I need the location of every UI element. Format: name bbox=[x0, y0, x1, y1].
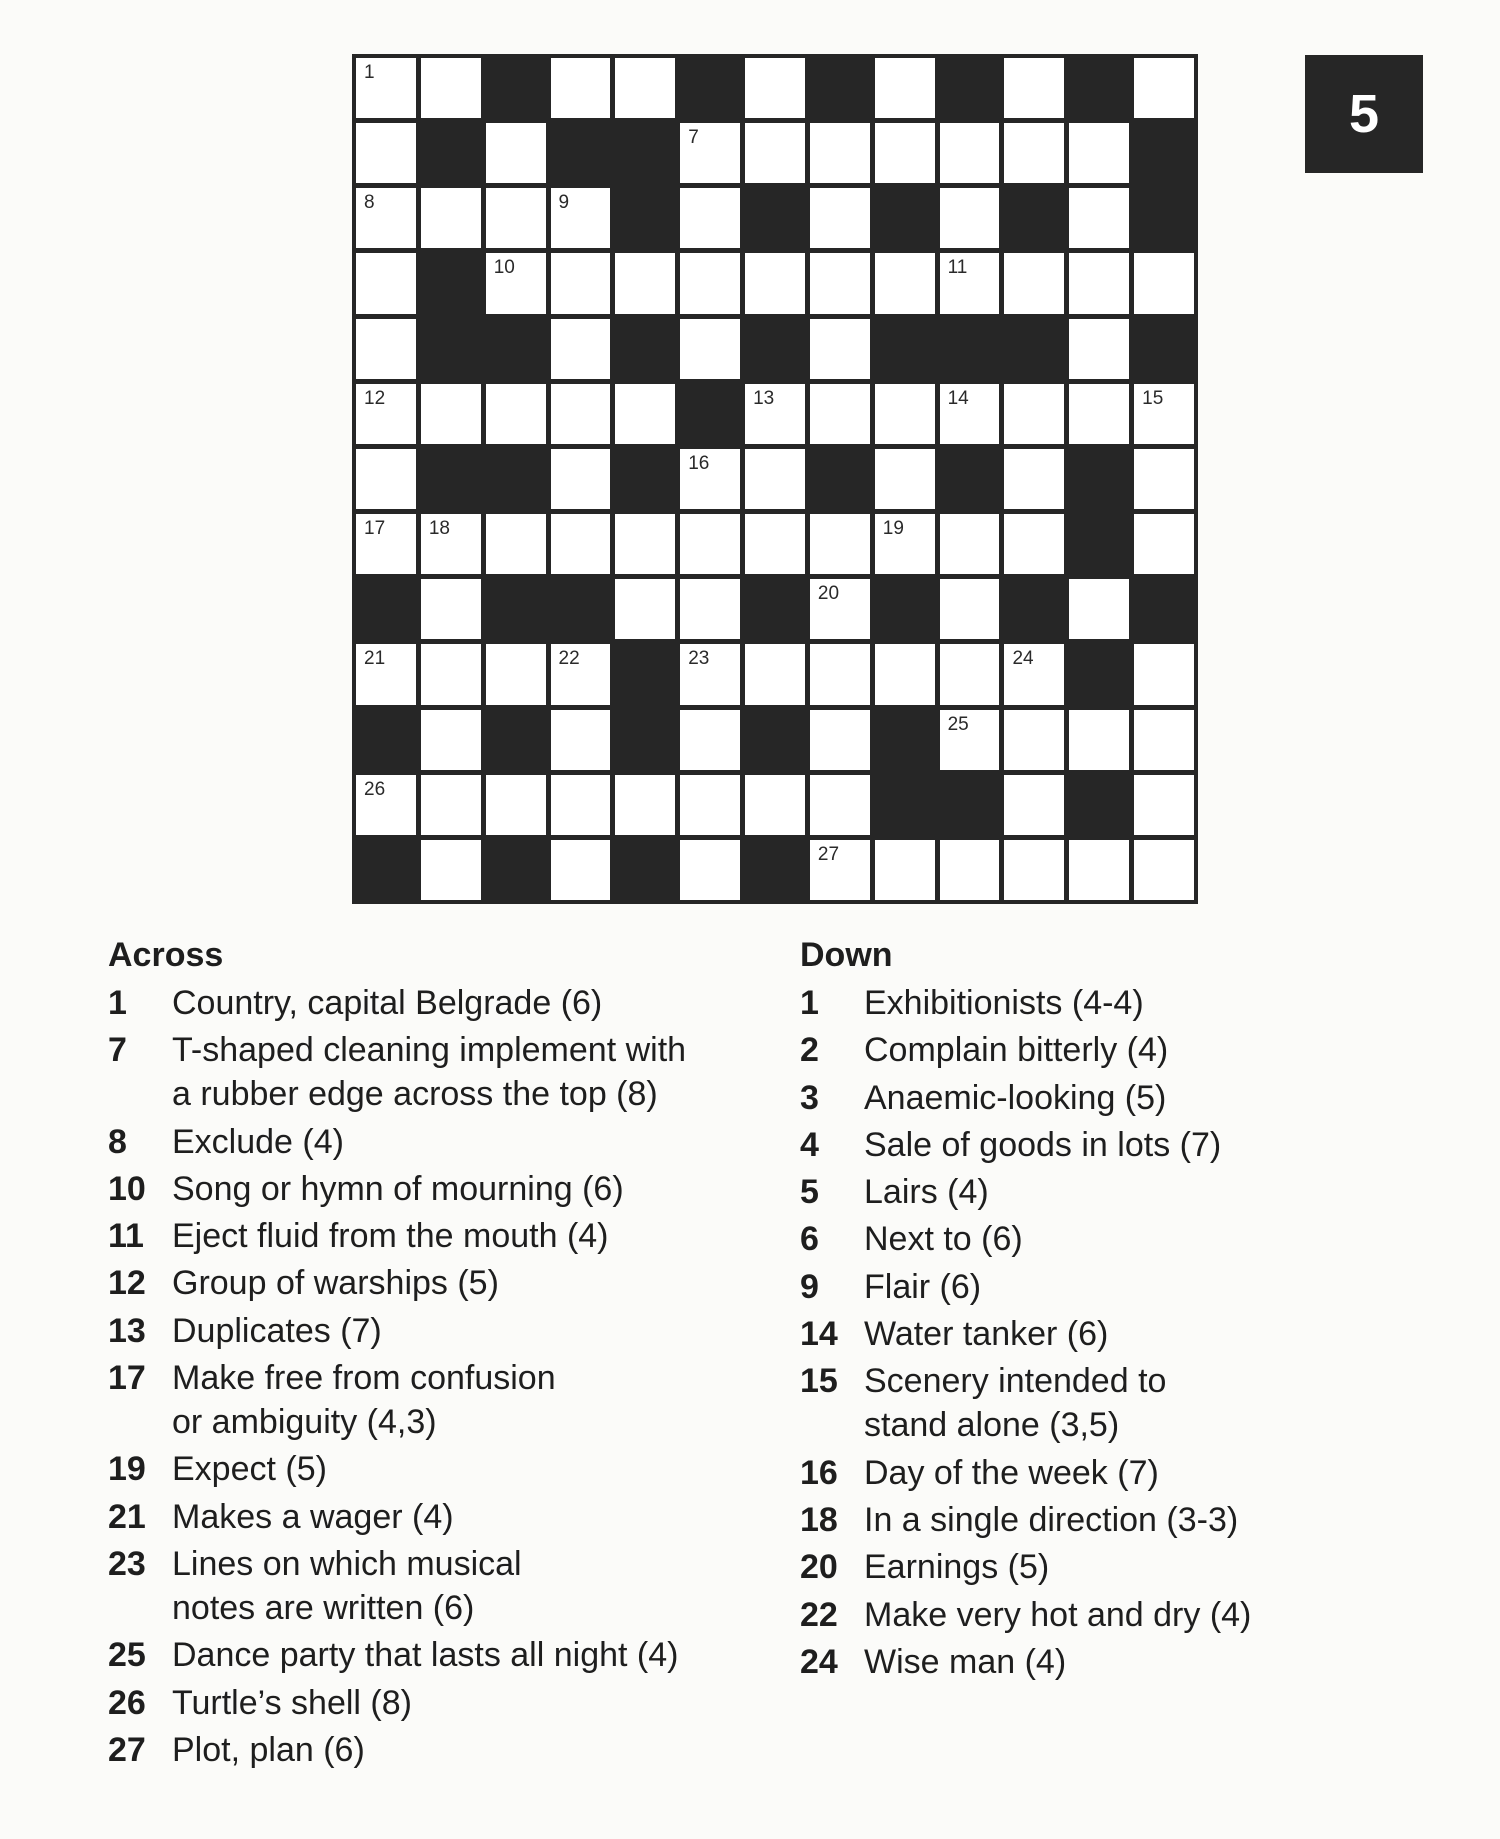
grid-block bbox=[940, 58, 1000, 118]
crossword-grid bbox=[352, 54, 1198, 904]
grid-cell[interactable] bbox=[1004, 384, 1064, 444]
clue-text: Plot, plan (6) bbox=[172, 1730, 365, 1769]
grid-cell[interactable] bbox=[486, 514, 546, 574]
clue-number: 14 bbox=[800, 1315, 838, 1354]
grid-cell[interactable] bbox=[875, 123, 935, 183]
grid-block bbox=[486, 579, 546, 639]
grid-cell[interactable] bbox=[745, 775, 805, 835]
cell-number: 14 bbox=[947, 387, 969, 409]
grid-block bbox=[810, 449, 870, 509]
clue-text: Expect (5) bbox=[172, 1450, 327, 1489]
grid-cell[interactable] bbox=[810, 319, 870, 379]
grid-cell[interactable] bbox=[810, 514, 870, 574]
grid-block bbox=[680, 58, 740, 118]
grid-cell[interactable] bbox=[615, 58, 675, 118]
grid-cell[interactable] bbox=[486, 775, 546, 835]
cell-number: 15 bbox=[1142, 387, 1164, 409]
grid-cell[interactable] bbox=[1004, 514, 1064, 574]
grid-cell[interactable] bbox=[356, 188, 416, 248]
clue-number: 25 bbox=[108, 1636, 146, 1675]
grid-block bbox=[810, 58, 870, 118]
clue-number: 4 bbox=[800, 1125, 819, 1164]
grid-cell[interactable] bbox=[421, 775, 481, 835]
clue-item bbox=[800, 1265, 1440, 1309]
grid-block bbox=[1134, 579, 1194, 639]
grid-cell[interactable] bbox=[745, 514, 805, 574]
clue-number: 9 bbox=[800, 1267, 819, 1306]
grid-block bbox=[486, 58, 546, 118]
clue-number: 1 bbox=[800, 984, 819, 1022]
grid-cell[interactable] bbox=[1134, 58, 1194, 118]
grid-block bbox=[940, 449, 1000, 509]
grid-cell[interactable] bbox=[551, 840, 611, 900]
grid-cell[interactable] bbox=[421, 710, 481, 770]
clue-text: In a single direction (3-3) bbox=[864, 1500, 1239, 1539]
clue-text: Turtle’s shell (8) bbox=[172, 1683, 412, 1722]
cell-number: 12 bbox=[364, 387, 386, 409]
grid-cell[interactable] bbox=[810, 710, 870, 770]
grid-cell[interactable] bbox=[356, 384, 416, 444]
grid-cell[interactable] bbox=[486, 644, 546, 704]
cell-number: 22 bbox=[558, 648, 580, 670]
across-clue-list bbox=[108, 981, 748, 1772]
clue-number: 16 bbox=[800, 1453, 838, 1492]
grid-cell[interactable] bbox=[486, 188, 546, 248]
grid-cell[interactable] bbox=[745, 449, 805, 509]
grid-block bbox=[615, 840, 675, 900]
grid-cell[interactable] bbox=[1069, 188, 1129, 248]
clue-item bbox=[800, 1545, 1440, 1589]
grid-cell[interactable] bbox=[551, 319, 611, 379]
grid-block bbox=[615, 123, 675, 183]
cell-number: 24 bbox=[1012, 648, 1034, 670]
grid-cell[interactable] bbox=[356, 319, 416, 379]
clue-item bbox=[108, 1447, 748, 1491]
clue-text: Earnings (5) bbox=[864, 1548, 1050, 1587]
clue-item bbox=[108, 1214, 748, 1258]
grid-cell[interactable] bbox=[615, 775, 675, 835]
grid-cell[interactable] bbox=[940, 579, 1000, 639]
clue-text: Make very hot and dry (4) bbox=[864, 1595, 1252, 1634]
grid-cell[interactable] bbox=[421, 840, 481, 900]
grid-cell[interactable] bbox=[810, 775, 870, 835]
grid-cell[interactable] bbox=[1069, 123, 1129, 183]
clue-item bbox=[800, 1123, 1440, 1167]
grid-cell[interactable] bbox=[1134, 514, 1194, 574]
grid-block bbox=[745, 319, 805, 379]
clue-item bbox=[108, 1633, 748, 1677]
grid-block bbox=[1069, 58, 1129, 118]
grid-cell[interactable] bbox=[940, 253, 1000, 313]
clue-item bbox=[800, 1028, 1440, 1072]
grid-cell[interactable] bbox=[551, 384, 611, 444]
clue-number: 2 bbox=[800, 1031, 819, 1070]
grid-cell[interactable] bbox=[356, 449, 416, 509]
grid-cell[interactable] bbox=[1004, 710, 1064, 770]
grid-block bbox=[356, 579, 416, 639]
grid-cell[interactable] bbox=[421, 188, 481, 248]
grid-block bbox=[1069, 449, 1129, 509]
clue-number: 1 bbox=[108, 984, 127, 1022]
clue-number: 23 bbox=[108, 1544, 146, 1583]
cell-number: 9 bbox=[558, 192, 570, 214]
grid-cell[interactable] bbox=[745, 253, 805, 313]
clue-text: Exhibitionists (4-4) bbox=[864, 984, 1144, 1022]
grid-block bbox=[421, 449, 481, 509]
grid-cell[interactable] bbox=[940, 840, 1000, 900]
cell-number: 17 bbox=[364, 518, 386, 540]
clue-number: 27 bbox=[108, 1730, 146, 1769]
grid-block bbox=[486, 710, 546, 770]
clue-text: Dance party that lasts all night (4) bbox=[172, 1636, 679, 1675]
clue-number: 21 bbox=[108, 1497, 146, 1536]
clue-text: Makes a wager (4) bbox=[172, 1497, 454, 1536]
grid-cell[interactable] bbox=[875, 449, 935, 509]
clue-item bbox=[800, 1593, 1440, 1637]
clue-number: 24 bbox=[800, 1642, 838, 1681]
grid-cell[interactable] bbox=[810, 253, 870, 313]
grid-cell[interactable] bbox=[1069, 384, 1129, 444]
grid-cell[interactable] bbox=[1069, 579, 1129, 639]
grid-block bbox=[615, 644, 675, 704]
grid-cell[interactable] bbox=[551, 58, 611, 118]
grid-cell[interactable] bbox=[810, 579, 870, 639]
clue-number: 11 bbox=[108, 1217, 144, 1256]
grid-cell[interactable] bbox=[1069, 840, 1129, 900]
down-clue-list bbox=[800, 981, 1440, 1684]
grid-cell[interactable] bbox=[486, 384, 546, 444]
grid-cell[interactable] bbox=[810, 188, 870, 248]
puzzle-number-badge: 5 bbox=[1305, 55, 1423, 173]
grid-cell[interactable] bbox=[1069, 319, 1129, 379]
grid-cell[interactable] bbox=[551, 514, 611, 574]
clue-text: Lairs (4) bbox=[864, 1173, 989, 1212]
clue-item bbox=[800, 981, 1440, 1025]
grid-cell[interactable] bbox=[1069, 710, 1129, 770]
grid-cell[interactable] bbox=[810, 840, 870, 900]
grid-cell[interactable] bbox=[356, 775, 416, 835]
grid-block bbox=[745, 710, 805, 770]
cell-number: 16 bbox=[688, 452, 710, 474]
clue-text: Sale of goods in lots (7) bbox=[864, 1125, 1222, 1164]
grid-cell[interactable] bbox=[745, 644, 805, 704]
clue-text: Country, capital Belgrade (6) bbox=[172, 984, 603, 1022]
clue-item bbox=[800, 1640, 1440, 1684]
clue-number: 3 bbox=[800, 1078, 819, 1117]
clue-item bbox=[108, 1542, 748, 1630]
grid-cell[interactable] bbox=[615, 253, 675, 313]
clue-text: Complain bitterly (4) bbox=[864, 1031, 1169, 1070]
cell-number: 13 bbox=[753, 387, 775, 409]
clue-item bbox=[108, 981, 748, 1025]
grid-cell[interactable] bbox=[421, 384, 481, 444]
across-clues bbox=[108, 935, 748, 1775]
grid-block bbox=[1069, 775, 1129, 835]
clue-text: Wise man (4) bbox=[864, 1642, 1067, 1681]
clue-number: 5 bbox=[800, 1173, 819, 1212]
cell-number: 7 bbox=[688, 127, 699, 149]
cell-number: 20 bbox=[817, 583, 840, 605]
grid-cell[interactable] bbox=[1134, 253, 1194, 313]
grid-cell[interactable] bbox=[875, 644, 935, 704]
clue-number: 12 bbox=[108, 1264, 146, 1303]
grid-cell[interactable] bbox=[1134, 449, 1194, 509]
grid-cell[interactable] bbox=[421, 579, 481, 639]
clue-text: Make free from confusion or ambiguity (4,3) bbox=[172, 1359, 556, 1442]
clue-number: 10 bbox=[108, 1169, 146, 1208]
cell-number: 23 bbox=[688, 648, 710, 670]
clue-item bbox=[108, 1167, 748, 1211]
grid-block bbox=[421, 319, 481, 379]
grid-cell[interactable] bbox=[356, 58, 416, 118]
grid-cell[interactable] bbox=[356, 644, 416, 704]
grid-cell[interactable] bbox=[875, 58, 935, 118]
grid-cell[interactable] bbox=[745, 58, 805, 118]
grid-cell[interactable] bbox=[1134, 775, 1194, 835]
grid-cell[interactable] bbox=[810, 123, 870, 183]
grid-block bbox=[615, 449, 675, 509]
clue-item bbox=[800, 1170, 1440, 1214]
grid-cell[interactable] bbox=[1134, 384, 1194, 444]
grid-cell[interactable] bbox=[1134, 840, 1194, 900]
grid-block bbox=[745, 840, 805, 900]
grid-block bbox=[875, 710, 935, 770]
grid-cell[interactable] bbox=[680, 710, 740, 770]
clue-item bbox=[108, 1681, 748, 1725]
cell-number: 21 bbox=[364, 648, 386, 670]
grid-block bbox=[940, 319, 1000, 379]
cell-number: 10 bbox=[493, 257, 515, 279]
clue-item bbox=[800, 1076, 1440, 1120]
grid-block bbox=[1134, 319, 1194, 379]
grid-cell[interactable] bbox=[615, 514, 675, 574]
grid-cell[interactable] bbox=[1004, 840, 1064, 900]
grid-cell[interactable] bbox=[940, 710, 1000, 770]
clue-number: 7 bbox=[108, 1031, 127, 1070]
grid-block bbox=[875, 188, 935, 248]
grid-block bbox=[1004, 188, 1064, 248]
grid-cell[interactable] bbox=[1004, 58, 1064, 118]
cell-number: 19 bbox=[882, 518, 904, 540]
grid-block bbox=[486, 840, 546, 900]
grid-block bbox=[1004, 319, 1064, 379]
grid-block bbox=[1004, 579, 1064, 639]
clue-text: Anaemic-looking (5) bbox=[864, 1078, 1167, 1117]
grid-cell[interactable] bbox=[810, 644, 870, 704]
grid-cell[interactable] bbox=[551, 188, 611, 248]
down-heading: Down bbox=[800, 936, 893, 974]
clue-text: Duplicates (7) bbox=[172, 1311, 382, 1350]
clue-item bbox=[800, 1498, 1440, 1542]
grid-block bbox=[875, 319, 935, 379]
clue-item bbox=[108, 1495, 748, 1539]
clue-text: Exclude (4) bbox=[172, 1122, 344, 1161]
clue-number: 22 bbox=[800, 1595, 838, 1634]
grid-cell[interactable] bbox=[551, 644, 611, 704]
clue-item bbox=[800, 1312, 1440, 1356]
grid-cell[interactable] bbox=[680, 449, 740, 509]
grid-block bbox=[940, 775, 1000, 835]
clue-number: 18 bbox=[800, 1500, 838, 1539]
clue-text: Song or hymn of mourning (6) bbox=[172, 1169, 624, 1208]
grid-block bbox=[1069, 514, 1129, 574]
grid-cell[interactable] bbox=[551, 710, 611, 770]
grid-cell[interactable] bbox=[615, 579, 675, 639]
cell-number: 26 bbox=[364, 778, 386, 800]
clue-number: 17 bbox=[108, 1359, 146, 1398]
cell-number: 25 bbox=[947, 713, 969, 735]
grid-block bbox=[615, 188, 675, 248]
grid-cell[interactable] bbox=[1134, 710, 1194, 770]
clue-item bbox=[108, 1728, 748, 1772]
grid-cell[interactable] bbox=[1004, 644, 1064, 704]
grid-cell[interactable] bbox=[680, 579, 740, 639]
grid-cell[interactable] bbox=[1004, 253, 1064, 313]
grid-cell[interactable] bbox=[680, 319, 740, 379]
grid-block bbox=[680, 384, 740, 444]
clue-number: 19 bbox=[108, 1450, 146, 1489]
grid-cell[interactable] bbox=[875, 253, 935, 313]
clue-text: T-shaped cleaning implement with a rubber edge across the top (8) bbox=[172, 1031, 687, 1114]
grid-block bbox=[875, 775, 935, 835]
grid-cell[interactable] bbox=[875, 384, 935, 444]
grid-block bbox=[875, 579, 935, 639]
grid-cell[interactable] bbox=[551, 775, 611, 835]
clue-text: Next to (6) bbox=[864, 1220, 1023, 1259]
grid-block bbox=[421, 253, 481, 313]
grid-block bbox=[615, 319, 675, 379]
clue-item bbox=[108, 1309, 748, 1353]
grid-cell[interactable] bbox=[421, 644, 481, 704]
clue-number: 8 bbox=[108, 1122, 127, 1161]
grid-cell[interactable] bbox=[356, 253, 416, 313]
grid-block bbox=[421, 123, 481, 183]
grid-cell[interactable] bbox=[875, 840, 935, 900]
grid-cell[interactable] bbox=[356, 514, 416, 574]
cell-number: 18 bbox=[428, 518, 450, 540]
clue-item bbox=[800, 1451, 1440, 1495]
grid-cell[interactable] bbox=[680, 644, 740, 704]
grid-cell[interactable] bbox=[940, 644, 1000, 704]
clue-text: Eject fluid from the mouth (4) bbox=[172, 1217, 609, 1256]
clue-number: 6 bbox=[800, 1220, 819, 1259]
grid-block bbox=[486, 449, 546, 509]
clue-text: Lines on which musical notes are written (6) bbox=[172, 1544, 522, 1627]
across-heading: Across bbox=[108, 936, 224, 974]
grid-cell[interactable] bbox=[875, 514, 935, 574]
grid-cell[interactable] bbox=[356, 123, 416, 183]
grid-cell[interactable] bbox=[486, 123, 546, 183]
clue-text: Flair (6) bbox=[864, 1267, 982, 1306]
grid-block bbox=[745, 579, 805, 639]
grid-block bbox=[1134, 123, 1194, 183]
clue-number: 26 bbox=[108, 1683, 146, 1722]
grid-cell[interactable] bbox=[421, 514, 481, 574]
clue-item bbox=[108, 1028, 748, 1116]
grid-block bbox=[551, 123, 611, 183]
grid-cell[interactable] bbox=[745, 123, 805, 183]
clue-item bbox=[108, 1261, 748, 1305]
grid-cell[interactable] bbox=[680, 253, 740, 313]
clue-item bbox=[800, 1217, 1440, 1261]
clue-text: Water tanker (6) bbox=[864, 1315, 1109, 1354]
grid-cell[interactable] bbox=[810, 384, 870, 444]
grid-cell[interactable] bbox=[680, 840, 740, 900]
grid-cell[interactable] bbox=[486, 253, 546, 313]
grid-cell[interactable] bbox=[1004, 449, 1064, 509]
grid-cell[interactable] bbox=[940, 384, 1000, 444]
grid-cell[interactable] bbox=[1069, 253, 1129, 313]
grid-cell[interactable] bbox=[680, 188, 740, 248]
cell-number: 8 bbox=[364, 192, 375, 214]
grid-cell[interactable] bbox=[1134, 644, 1194, 704]
grid-cell[interactable] bbox=[940, 123, 1000, 183]
grid-cell[interactable] bbox=[615, 384, 675, 444]
clue-number: 15 bbox=[800, 1362, 838, 1401]
grid-block bbox=[615, 710, 675, 770]
cell-number: 11 bbox=[947, 257, 968, 279]
clue-item bbox=[108, 1356, 748, 1444]
grid-block bbox=[1134, 188, 1194, 248]
grid-cell[interactable] bbox=[680, 775, 740, 835]
grid-block bbox=[356, 710, 416, 770]
grid-cell[interactable] bbox=[680, 123, 740, 183]
grid-cell[interactable] bbox=[421, 58, 481, 118]
grid-block bbox=[745, 188, 805, 248]
grid-cell[interactable] bbox=[680, 514, 740, 574]
clue-text: Day of the week (7) bbox=[864, 1453, 1159, 1492]
clue-item bbox=[108, 1120, 748, 1164]
grid-block bbox=[551, 579, 611, 639]
clue-number: 13 bbox=[108, 1311, 146, 1350]
grid-block bbox=[486, 319, 546, 379]
clue-number: 20 bbox=[800, 1548, 838, 1587]
grid-cell[interactable] bbox=[745, 384, 805, 444]
cell-number: 1 bbox=[364, 62, 375, 83]
grid-block bbox=[356, 840, 416, 900]
grid-cell[interactable] bbox=[940, 188, 1000, 248]
grid-cell[interactable] bbox=[551, 253, 611, 313]
clue-text: Scenery intended to stand alone (3,5) bbox=[864, 1362, 1167, 1445]
grid-cell[interactable] bbox=[940, 514, 1000, 574]
grid-cell[interactable] bbox=[551, 449, 611, 509]
grid-cell[interactable] bbox=[1004, 123, 1064, 183]
grid-block bbox=[1069, 644, 1129, 704]
down-clues bbox=[800, 935, 1440, 1687]
clue-text: Group of warships (5) bbox=[172, 1264, 499, 1303]
cell-number: 27 bbox=[817, 843, 840, 865]
clue-item bbox=[800, 1359, 1440, 1447]
grid-cell[interactable] bbox=[1004, 775, 1064, 835]
